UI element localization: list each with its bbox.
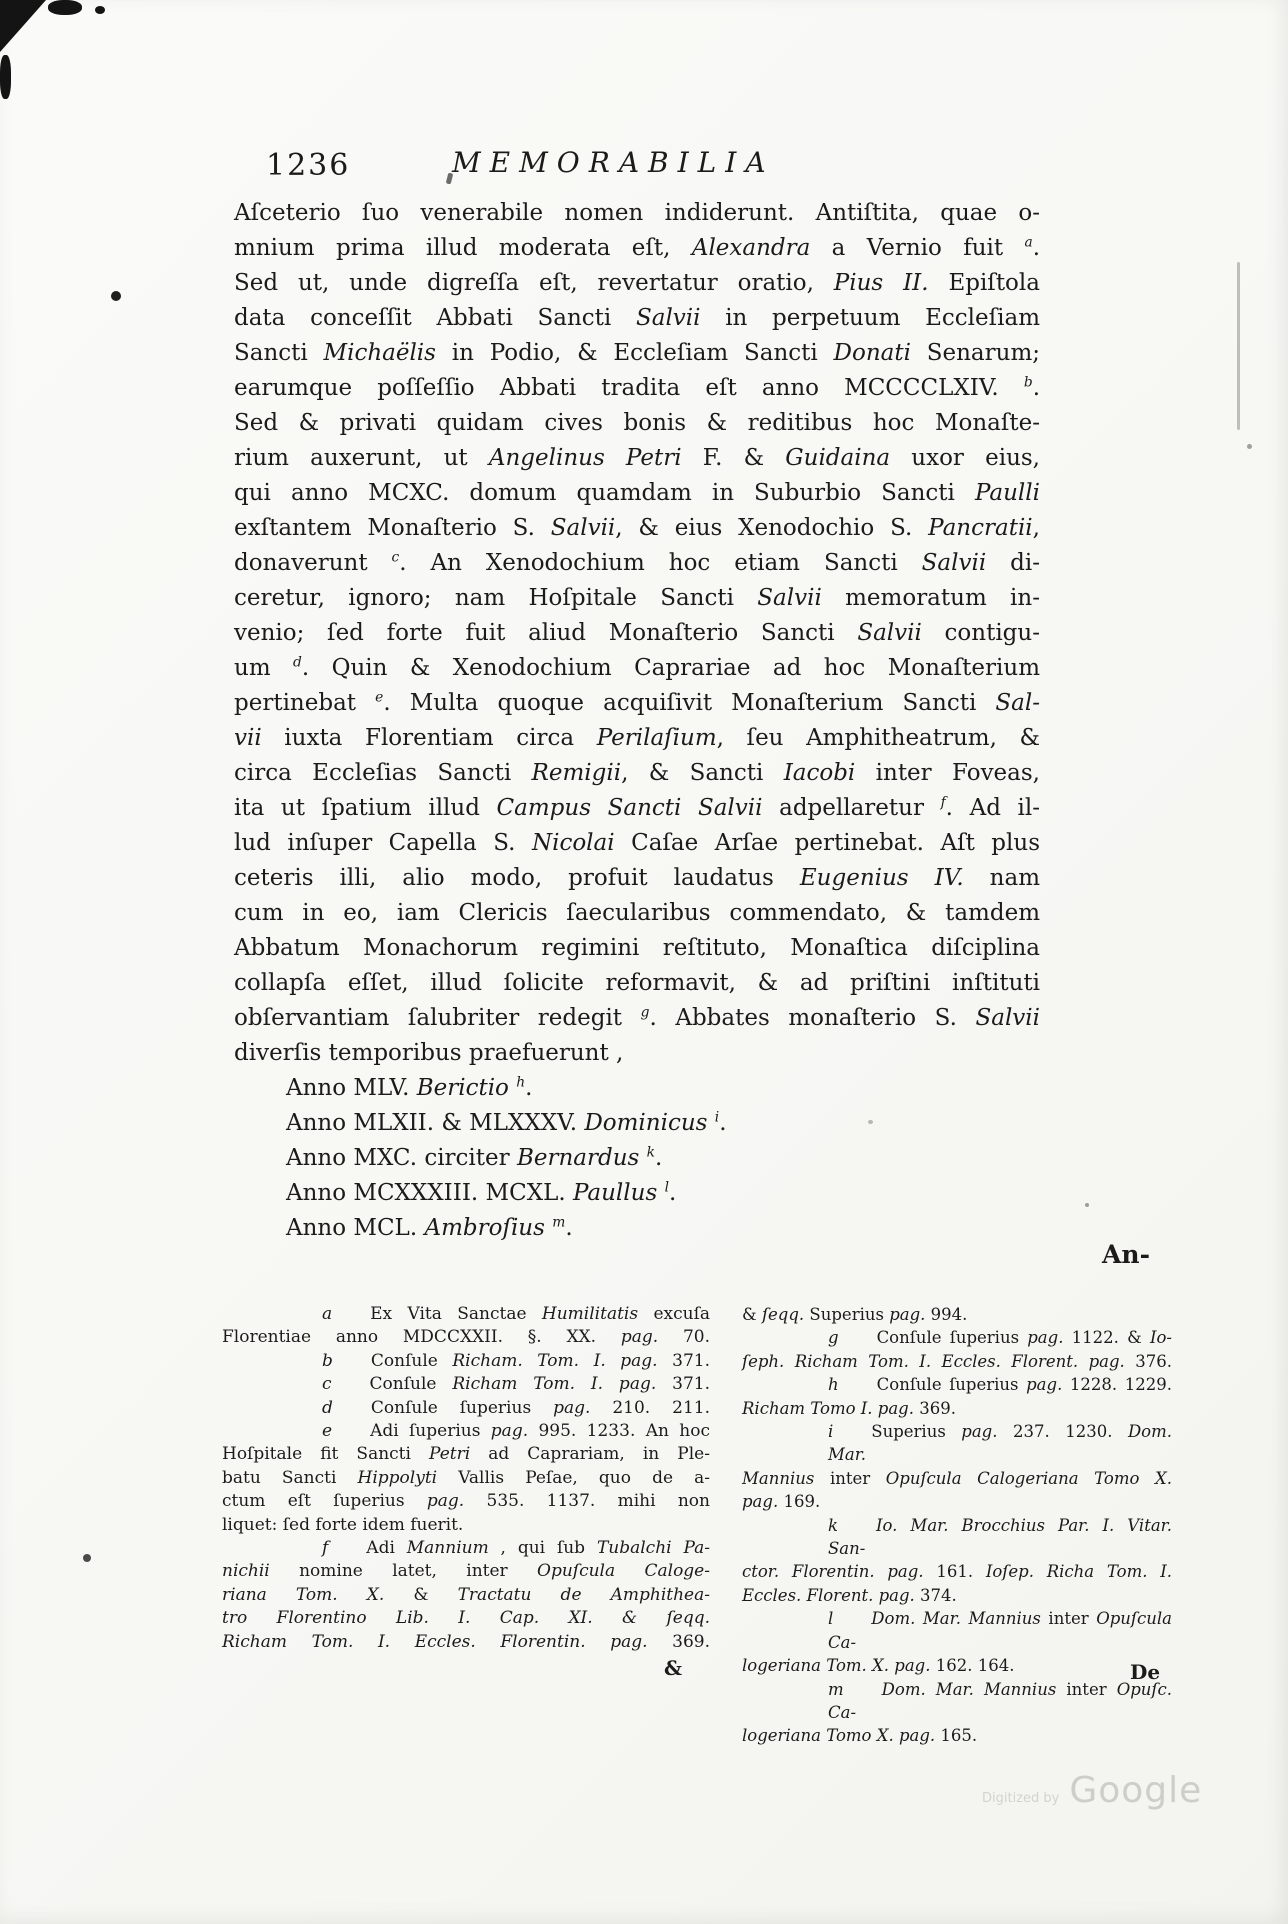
text-line xyxy=(234,511,1040,546)
text-segment: pag. xyxy=(1026,1375,1063,1395)
text-segment: , & Sancti xyxy=(621,760,784,786)
text-segment: Eugenius IV. xyxy=(799,865,964,891)
text-line xyxy=(234,301,1040,336)
text-segment: Guidaina xyxy=(785,445,891,471)
text-segment: Tubalchi Pa- xyxy=(596,1538,710,1559)
text-line xyxy=(222,1467,710,1490)
text-line xyxy=(222,1514,710,1537)
text-segment: 374. xyxy=(914,1585,957,1605)
text-line xyxy=(234,651,1040,686)
text-segment: 995. 1233. An hoc xyxy=(528,1421,710,1442)
text-segment: Aſceterio ſuo venerabile nomen indiderunt. Antiſtita, quae o- xyxy=(234,200,1040,226)
text-segment: Anno MLXII. & MLXXXV. xyxy=(286,1110,585,1136)
text-segment: 210. 211. xyxy=(590,1397,710,1418)
text-segment: . Ad il- xyxy=(945,795,1040,821)
text-segment: Sed & privati quidam cives bonis & reditibus hoc Monaſte- xyxy=(234,410,1040,436)
text-segment: Richam Tom. I. Eccles. Florentin. pag. xyxy=(222,1631,648,1652)
text-segment: . Multa quoque acquiſivit Monaſterium Sancti xyxy=(383,690,996,716)
text-line xyxy=(234,476,1040,511)
text-segment: 369. xyxy=(647,1631,710,1652)
text-segment: mnium prima illud moderata eſt, xyxy=(234,235,692,261)
text-segment: Vallis Peſae, quo de a- xyxy=(437,1467,711,1488)
text-segment: pag. xyxy=(1027,1328,1064,1348)
text-segment: earumque poſſeſſio Abbati tradita eſt anno MCCCCLXIV. xyxy=(234,375,1024,401)
text-line xyxy=(234,966,1040,1001)
text-segment: Conſule ſuperius xyxy=(370,1397,554,1418)
text-segment: 237. 1230. xyxy=(997,1422,1128,1442)
text-segment: Mannium xyxy=(406,1538,489,1559)
text-line xyxy=(742,1303,1172,1326)
text-segment: Campus Sancti Salvii xyxy=(496,795,763,821)
text-segment: inter Foveas, xyxy=(855,760,1040,786)
text-segment: Epiſtola xyxy=(928,270,1040,296)
text-segment: uxor eius, xyxy=(890,445,1040,471)
text-segment: Conſule ſuperius xyxy=(876,1328,1028,1348)
text-segment: ad Caprariam, in Ple- xyxy=(470,1444,710,1465)
text-segment: 1122. & xyxy=(1063,1328,1150,1348)
footnote-reference: m xyxy=(552,1214,566,1231)
main-text-block xyxy=(234,196,1040,1246)
text-segment: Perilaſium xyxy=(596,725,717,751)
text-line xyxy=(742,1420,1172,1467)
footnote-reference: b xyxy=(1023,374,1033,391)
catchword-an: An- xyxy=(1102,1240,1150,1269)
text-line xyxy=(234,1211,1040,1246)
text-segment: pag. xyxy=(620,1327,659,1348)
text-segment: Humilitatis xyxy=(541,1304,639,1324)
text-line xyxy=(742,1490,1172,1513)
text-segment: Io- xyxy=(1149,1328,1172,1348)
footnote-letter: d xyxy=(322,1397,333,1418)
text-segment: 70. xyxy=(658,1327,710,1348)
text-segment: iuxta Florentiam circa xyxy=(261,725,597,751)
text-line xyxy=(222,1607,710,1630)
text-segment: ceretur, ignoro; nam Hoſpitale Sancti xyxy=(234,585,758,611)
digitization-watermark xyxy=(982,1770,1202,1811)
text-segment: nichii xyxy=(222,1561,270,1582)
footnote-letter: i xyxy=(828,1422,834,1442)
text-line xyxy=(234,441,1040,476)
text-segment: inter xyxy=(814,1468,886,1488)
text-segment: , ſeu Amphitheatrum, & xyxy=(716,725,1040,751)
text-line xyxy=(222,1631,710,1654)
scan-artifact-left-mark xyxy=(0,55,11,99)
text-line xyxy=(742,1514,1172,1561)
text-line xyxy=(234,756,1040,791)
text-segment: 1228. 1229. xyxy=(1062,1375,1172,1395)
scan-artifact-corner-blot xyxy=(0,0,46,52)
text-segment: Opuſc. Ca- xyxy=(828,1679,1172,1722)
text-segment: ſeqq. xyxy=(761,1305,805,1324)
text-segment: Florentiae anno MDCCXXII. §. XX. xyxy=(222,1327,621,1348)
text-segment: pag. xyxy=(553,1397,591,1418)
text-segment: Salvii xyxy=(921,550,987,576)
text-segment: di- xyxy=(986,550,1041,576)
text-segment: pag. xyxy=(742,1492,779,1512)
text-line xyxy=(742,1350,1172,1373)
text-line xyxy=(234,371,1040,406)
text-line xyxy=(742,1560,1172,1583)
text-segment: cum in eo, iam Clericis ſaecularibus commendato, & tamdem xyxy=(234,900,1040,926)
text-segment: Adi xyxy=(366,1538,407,1559)
scan-artifact-edge-line xyxy=(1237,262,1240,430)
text-line xyxy=(222,1303,710,1326)
text-segment: Superius xyxy=(804,1305,890,1324)
text-segment: Iacobi xyxy=(783,760,856,786)
text-line xyxy=(742,1584,1172,1607)
text-segment: Michaëlis xyxy=(323,340,436,366)
text-segment: Richam Tom. I. pag. xyxy=(452,1374,657,1395)
text-segment: diverſis temporibus praefuerunt , xyxy=(234,1040,624,1066)
text-line xyxy=(234,721,1040,756)
text-segment: Pius II. xyxy=(833,270,929,296)
catchword-de: De xyxy=(1130,1660,1161,1684)
text-segment: Hoſpitale fit Sancti xyxy=(222,1444,430,1465)
text-segment: nam xyxy=(963,865,1041,891)
text-segment: pag. xyxy=(889,1305,926,1324)
text-segment: . xyxy=(565,1215,573,1241)
text-segment: & xyxy=(384,1584,458,1605)
scan-artifact-speck xyxy=(1085,1203,1089,1207)
text-segment: Adi ſuperius xyxy=(370,1421,491,1442)
text-line xyxy=(234,826,1040,861)
text-segment: tro Florentino Lib. I. Cap. XI. & ſeqq. xyxy=(222,1608,710,1629)
footnote-letter: f xyxy=(322,1538,329,1559)
text-segment: adpellaretur xyxy=(762,795,941,821)
footnote-reference: k xyxy=(646,1144,656,1161)
text-segment: Salvii xyxy=(550,515,616,541)
text-line xyxy=(234,1001,1040,1036)
text-line xyxy=(234,616,1040,651)
text-segment: Salvii xyxy=(975,1005,1041,1031)
footnote-reference: l xyxy=(664,1179,669,1196)
text-line xyxy=(234,196,1040,231)
text-line xyxy=(234,336,1040,371)
text-segment: . Abbates monaſterio S. xyxy=(649,1005,976,1031)
footnote-reference: h xyxy=(516,1074,526,1091)
text-segment: Ex Vita Sanctae xyxy=(370,1304,542,1324)
text-segment: 994. xyxy=(925,1305,968,1324)
text-segment: Richam. Tom. I. pag. xyxy=(452,1350,658,1371)
footnote-reference: c xyxy=(391,549,400,566)
scan-artifact-top-mark xyxy=(48,0,82,15)
text-segment: inter xyxy=(1040,1609,1097,1629)
text-segment: donaverunt xyxy=(234,550,392,576)
text-segment: . An Xenodochium hoc etiam Sancti xyxy=(399,550,922,576)
text-line xyxy=(234,1176,1040,1211)
text-segment: ita ut ſpatium illud xyxy=(234,795,497,821)
text-segment: ctor. Florentin. pag. xyxy=(742,1562,924,1582)
text-segment: obſervantiam ſalubriter redegit xyxy=(234,1005,641,1031)
text-line xyxy=(222,1560,710,1583)
text-line xyxy=(222,1537,710,1560)
text-segment: 162. 164. xyxy=(930,1656,1015,1676)
text-line xyxy=(222,1326,710,1349)
text-segment: Anno MLV. xyxy=(286,1075,417,1101)
text-segment: um xyxy=(234,655,294,681)
text-segment: venio; ſed forte fuit aliud Monaſterio Sancti xyxy=(234,620,858,646)
text-segment: nomine latet, inter xyxy=(269,1561,538,1582)
text-segment: Remigii xyxy=(531,760,622,786)
scan-artifact-lower-dot xyxy=(83,1554,91,1562)
text-line xyxy=(222,1397,710,1420)
google-logo-watermark: Google xyxy=(1069,1770,1203,1811)
text-segment: . xyxy=(655,1145,663,1171)
text-segment: Donati xyxy=(833,340,911,366)
scan-artifact-speck xyxy=(1247,444,1252,449)
text-line xyxy=(234,896,1040,931)
text-segment: . xyxy=(669,1180,677,1206)
watermark-prefix: Digitized by xyxy=(982,1791,1060,1806)
text-segment: Anno MCXXXIII. MCXL. xyxy=(286,1180,573,1206)
text-segment: Sal- xyxy=(995,690,1041,716)
text-segment: Eccles. Florent. pag. xyxy=(742,1585,915,1605)
text-segment: , xyxy=(1032,515,1040,541)
text-segment: Abbatum Monachorum regimini reſtituto, Monaſtica diſciplina xyxy=(234,935,1040,961)
footnote-letter: b xyxy=(322,1350,333,1371)
text-line xyxy=(234,266,1040,301)
text-line xyxy=(742,1678,1172,1725)
text-segment: 165. xyxy=(935,1726,978,1746)
text-line xyxy=(742,1397,1172,1420)
text-segment: liquet: ſed forte idem fuerit. xyxy=(222,1514,464,1535)
text-segment: inter xyxy=(1056,1679,1117,1699)
text-segment: exſtantem Monaſterio S. xyxy=(234,515,551,541)
text-segment: a Vernio fuit xyxy=(810,235,1025,261)
text-segment: Paulli xyxy=(974,480,1040,506)
text-segment: Ioſep. Richa Tom. I. xyxy=(985,1562,1172,1582)
text-line xyxy=(742,1373,1172,1396)
text-segment: batu Sancti xyxy=(222,1467,358,1488)
text-segment: memoratum in- xyxy=(821,585,1040,611)
text-segment: Tractatu de Amphithea- xyxy=(457,1584,710,1605)
text-segment: riana Tom. X. xyxy=(222,1584,385,1605)
text-segment: in perpetuum Eccleſiam xyxy=(700,305,1041,331)
text-line xyxy=(222,1443,710,1466)
text-segment: Dom. Mar. xyxy=(828,1422,1172,1465)
text-segment: logeriana Tom. X. pag. xyxy=(742,1656,931,1676)
text-segment: . xyxy=(719,1110,727,1136)
text-segment: pertinebat xyxy=(234,690,376,716)
text-segment: collapſa eſſet, illud ſolicite reformavit, & ad priſtini inſtituti xyxy=(234,970,1040,996)
text-segment: Petri xyxy=(429,1444,471,1465)
text-segment: pag. xyxy=(426,1491,465,1512)
footnote-letter: g xyxy=(828,1328,839,1348)
text-segment: excuſa xyxy=(638,1304,710,1324)
text-segment: Ambroſius xyxy=(424,1215,545,1241)
text-segment: pag. xyxy=(961,1422,998,1442)
text-segment: Mannius xyxy=(742,1468,815,1488)
text-segment: ctum eſt ſuperius xyxy=(222,1491,427,1512)
text-segment: Sed ut, unde digreſſa eſt, revertatur oratio, xyxy=(234,270,834,296)
text-segment: 169. xyxy=(778,1492,821,1512)
text-line xyxy=(222,1490,710,1513)
text-segment: Sancti xyxy=(234,340,324,366)
text-segment: logeriana Tomo X. pag. xyxy=(742,1726,936,1746)
footnote-reference: e xyxy=(375,689,384,706)
text-segment: Io. Mar. Brocchius Par. I. Vitar. San- xyxy=(828,1515,1172,1559)
footnote-column-left xyxy=(222,1303,710,1654)
text-segment: Opuſcula Ca- xyxy=(828,1609,1172,1652)
text-segment xyxy=(707,1110,714,1136)
footnote-letter: k xyxy=(828,1515,838,1535)
text-segment: Conſule xyxy=(369,1374,453,1395)
text-line xyxy=(234,1106,1040,1141)
text-segment: Dom. Mar. Mannius xyxy=(881,1679,1057,1699)
text-line xyxy=(222,1584,710,1607)
text-line xyxy=(234,1141,1040,1176)
text-line xyxy=(234,686,1040,721)
text-segment: Richam Tomo I. pag. xyxy=(742,1398,914,1418)
text-segment: 161. xyxy=(923,1562,986,1582)
footnote-letter: e xyxy=(322,1421,333,1442)
text-line xyxy=(234,791,1040,826)
text-line xyxy=(234,581,1040,616)
text-segment: Anno MCL. xyxy=(286,1215,425,1241)
text-segment: Superius xyxy=(871,1422,962,1442)
text-segment: Senarum; xyxy=(910,340,1040,366)
footnote-letter: a xyxy=(322,1304,333,1324)
text-segment: 371. xyxy=(656,1374,711,1395)
text-segment: rium auxerunt, ut xyxy=(234,445,489,471)
text-segment: , & eius Xenodochio S. xyxy=(615,515,929,541)
text-line xyxy=(222,1420,710,1443)
text-segment: & xyxy=(742,1305,762,1324)
text-segment: 371. xyxy=(657,1350,710,1371)
text-line xyxy=(222,1350,710,1373)
text-segment: circa Eccleſias Sancti xyxy=(234,760,532,786)
text-segment: Nicolai xyxy=(531,830,615,856)
text-segment: Bernardus xyxy=(516,1145,640,1171)
text-segment: Alexandra xyxy=(691,235,811,261)
scan-artifact-margin-dot xyxy=(111,291,121,301)
text-segment: Salvii xyxy=(857,620,922,646)
text-segment: in Podio, & Eccleſiam Sancti xyxy=(435,340,834,366)
text-segment: Salvii xyxy=(635,305,701,331)
footnote-reference: d xyxy=(293,654,302,671)
text-segment: contigu- xyxy=(921,620,1040,646)
text-segment xyxy=(657,1180,664,1206)
text-segment: F. & xyxy=(681,445,786,471)
text-segment: . Quin & Xenodochium Caprariae ad hoc Monaſterium xyxy=(301,655,1040,681)
text-segment xyxy=(639,1145,646,1171)
footnote-reference: f xyxy=(940,794,946,811)
text-segment: ſeph. Richam Tom. I. Eccles. Florent. pag. xyxy=(742,1351,1125,1371)
footnote-reference: a xyxy=(1024,234,1033,251)
text-segment: vii xyxy=(234,725,262,751)
text-line xyxy=(234,406,1040,441)
scan-artifact-top-speck xyxy=(95,6,105,14)
text-line xyxy=(222,1373,710,1396)
text-segment: Paullus xyxy=(572,1180,658,1206)
text-segment: 376. xyxy=(1124,1351,1172,1371)
text-line xyxy=(742,1326,1172,1349)
text-segment: data conceſſit Abbati Sancti xyxy=(234,305,636,331)
text-segment: . xyxy=(1032,235,1040,261)
text-segment: Hippolyti xyxy=(357,1467,438,1488)
text-line xyxy=(742,1467,1172,1490)
text-segment: Angelinus Petri xyxy=(488,445,682,471)
text-segment: Berictio xyxy=(416,1075,509,1101)
text-segment: qui anno MCXC. domum quamdam in Suburbio Sancti xyxy=(234,480,975,506)
text-segment: Conſule ſuperius xyxy=(876,1375,1027,1395)
text-line xyxy=(234,231,1040,266)
text-line xyxy=(742,1724,1172,1747)
footnote-reference: i xyxy=(714,1109,720,1126)
text-line xyxy=(234,546,1040,581)
text-segment: Anno MXC. circiter xyxy=(286,1145,517,1171)
page-number: 1236 xyxy=(266,148,351,183)
text-segment: Dominicus xyxy=(584,1110,708,1136)
footnote-letter: m xyxy=(828,1679,844,1699)
text-segment: . xyxy=(1032,375,1040,401)
text-line xyxy=(234,931,1040,966)
text-segment: pag. xyxy=(490,1421,529,1442)
text-segment: Pancratii xyxy=(928,515,1033,541)
text-segment: Conſule xyxy=(370,1350,453,1371)
text-segment: Caſae Arſae pertinebat. Aſt plus xyxy=(614,830,1041,856)
text-segment: lud inſuper Capella S. xyxy=(234,830,532,856)
text-line xyxy=(234,1036,1040,1071)
text-line xyxy=(742,1607,1172,1654)
text-segment: Opuſcula Caloge- xyxy=(537,1561,710,1582)
text-segment: . xyxy=(525,1075,533,1101)
text-segment: Dom. Mar. Mannius xyxy=(871,1609,1041,1629)
footnote-letter: h xyxy=(828,1375,839,1395)
text-line xyxy=(742,1654,1172,1677)
text-segment: 535. 1137. mihi non xyxy=(464,1491,710,1512)
text-line xyxy=(234,1071,1040,1106)
text-segment: , qui ſub xyxy=(488,1538,597,1559)
footnote-reference: g xyxy=(640,1004,650,1021)
footnote-letter: c xyxy=(322,1374,332,1395)
running-title: MEMORABILIA xyxy=(452,146,775,179)
text-segment: 369. xyxy=(914,1398,956,1418)
catchword-ampersand: & xyxy=(664,1656,683,1680)
text-line xyxy=(234,861,1040,896)
text-segment: ceteris illi, alio modo, profuit laudatus xyxy=(234,865,800,891)
text-segment: Salvii xyxy=(757,585,822,611)
footnote-column-right xyxy=(742,1303,1172,1748)
footnote-letter: l xyxy=(828,1609,834,1629)
text-segment: Opuſcula Calogeriana Tomo X. xyxy=(885,1468,1172,1488)
